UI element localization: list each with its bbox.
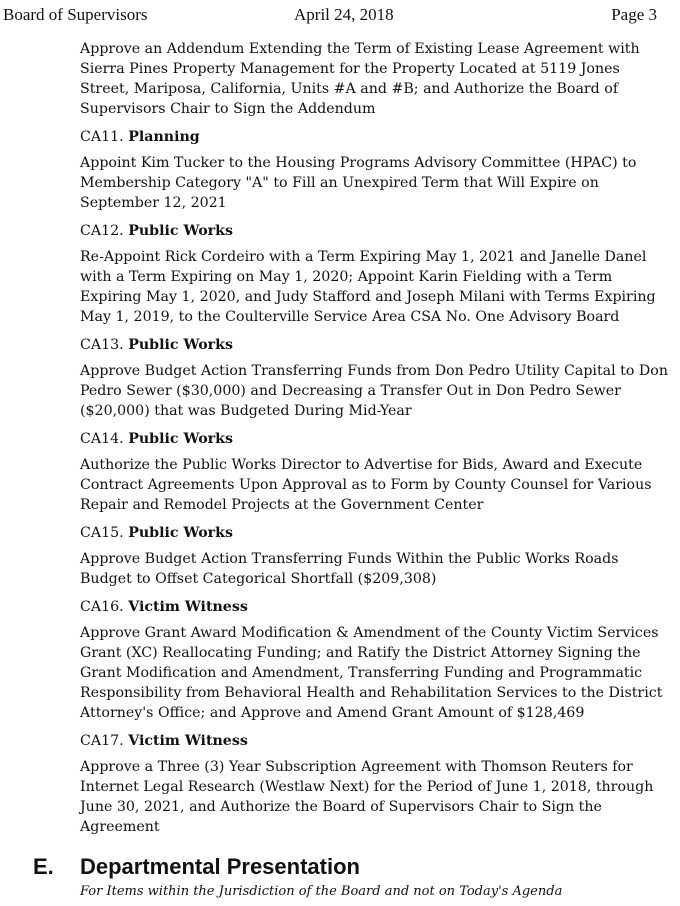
page-header — [0, 5, 680, 25]
item-department: Public Works — [128, 223, 233, 239]
item-number: CA11. — [80, 129, 124, 145]
item-ca17-heading — [80, 731, 670, 751]
item-ca15-text: Approve Budget Action Transferring Funds Within the Public Works Roads Budget to Offset Categorical Shortfall ($209,308) — [80, 551, 619, 587]
header-page-number: Page 3 — [611, 5, 657, 24]
item-ca11-heading — [80, 127, 670, 147]
item-ca15-heading — [80, 523, 670, 543]
section-subtitle: For Items within the Jurisdiction of the Board and not on Today's Agenda — [80, 884, 563, 899]
item-department: Public Works — [128, 431, 233, 447]
item-ca10-text: Approve an Addendum Extending the Term of Existing Lease Agreement with Sierra Pines Property Management for the Property Located at 5119 Jones Street, Mariposa, California, Units #A and #B; and Authorize the Board of Supervisors Chair to Sign the Addendum — [80, 41, 640, 117]
item-department: Victim Witness — [128, 733, 248, 749]
item-ca13-heading — [80, 335, 670, 355]
item-ca14-heading — [80, 429, 670, 449]
item-department: Public Works — [128, 525, 233, 541]
item-department: Planning — [128, 129, 200, 145]
item-number: CA15. — [80, 525, 124, 541]
item-ca13-text: Approve Budget Action Transferring Funds from Don Pedro Utility Capital to Don Pedro Sewer ($30,000) and Decreasing a Transfer Out in Don Pedro Sewer ($20,000) that was Budgeted During Mid-Year — [80, 363, 668, 419]
item-number: CA12. — [80, 223, 124, 239]
item-ca16-text: Approve Grant Award Modification & Amendment of the County Victim Services Grant (XC) Reallocating Funding; and Ratify the District Attorney Signing the Grant Modification and Amendment, Transferring Funding and Programmatic Responsibility from Behavioral Health and Rehabilitation Services to the District Attorney's Office; and Approve and Amend Grant Amount of $128,469 — [80, 625, 663, 721]
item-ca16-heading — [80, 597, 670, 617]
section-letter: E. — [33, 854, 54, 879]
item-department: Public Works — [128, 337, 233, 353]
item-ca12-heading — [80, 221, 670, 241]
consent-agenda-items — [80, 39, 670, 845]
item-number: CA17. — [80, 733, 124, 749]
item-department: Victim Witness — [128, 599, 248, 615]
item-ca17-text: Approve a Three (3) Year Subscription Agreement with Thomson Reuters for Internet Legal Research (Westlaw Next) for the Period of June 1, 2018, through June 30, 2021, and Authorize the Board of Supervisors Chair to Sign the Agreement — [80, 759, 654, 835]
section-title: Departmental Presentation — [80, 854, 360, 879]
item-ca14-text: Authorize the Public Works Director to Advertise for Bids, Award and Execute Contract Agreements Upon Approval as to Form by County Counsel for Various Repair and Remodel Projects at the Government Center — [80, 457, 652, 513]
item-ca11-text: Appoint Kim Tucker to the Housing Programs Advisory Committee (HPAC) to Membership Category "A" to Fill an Unexpired Term that Will Expire on September 12, 2021 — [80, 155, 637, 211]
item-number: CA14. — [80, 431, 124, 447]
section-heading — [0, 852, 680, 886]
header-board-name: Board of Supervisors — [3, 5, 148, 24]
item-number: CA13. — [80, 337, 124, 353]
header-date: April 24, 2018 — [294, 5, 394, 24]
item-number: CA16. — [80, 599, 124, 615]
item-ca12-text: Re-Appoint Rick Cordeiro with a Term Expiring May 1, 2021 and Janelle Danel with a Term Expiring on May 1, 2020; Appoint Karin Fielding with a Term Expiring May 1, 2020, and Judy Stafford and Joseph Milani with Terms Expiring May 1, 2019, to the Coulterville Service Area CSA No. One Advisory Board — [80, 249, 656, 325]
